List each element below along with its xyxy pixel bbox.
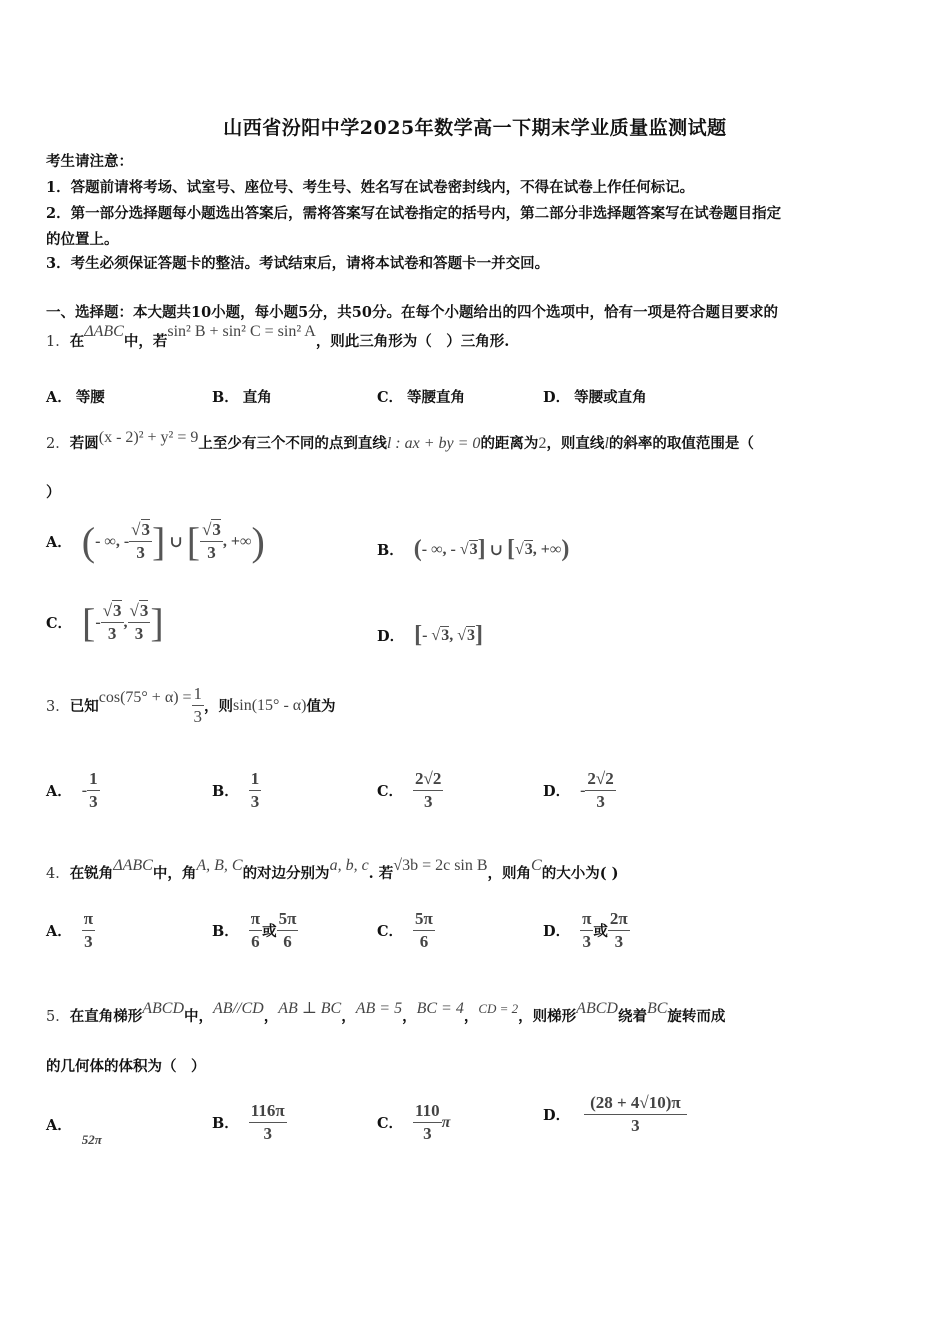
question-1: 1．在ΔABC中，若sin² B + sin² C = sin² A，则此三角形为（ ）三角形. [46, 323, 510, 350]
option-a[interactable]: A． $\frac{\pi}{3}$ [46, 909, 94, 951]
question-number: 2． [46, 436, 70, 452]
option-d[interactable]: D． 等腰或直角 [543, 389, 647, 406]
math-distance: 2 [538, 435, 547, 452]
option-a[interactable]: A．52π [46, 1117, 102, 1147]
question-5-cont: 的几何体的体积为（ ） [46, 1058, 206, 1075]
question-3: 3． 已知 cos(75° + α) = $\frac{1}{3}$ ，则 sin(15° - α) 值为 [46, 684, 336, 726]
option-a[interactable]: A． 等腰 [46, 389, 105, 406]
math-sin: sin(15° - α) [233, 696, 307, 714]
note-item: 的位置上。 [46, 231, 119, 248]
math-circle: (x - 2)² + y² = 9 [98, 429, 199, 446]
question-number: 3． [46, 699, 70, 715]
math-fraction: $\frac{1}{3}$ [193, 684, 203, 726]
section-heading: 一、选择题：本大题共10小题，每小题5分，共50分。在每个小题给出的四个选项中，恰有一项是符合题目要求的 [46, 304, 778, 321]
question-2: 2．若圆(x - 2)² + y² = 9上至少有三个不同的点到直线l : ax + by = 0的距离为2，则直线l的斜率的取值范围是（ [46, 429, 754, 452]
option-b[interactable]: B． $\frac{1}{3}$ [212, 769, 260, 811]
option-c[interactable]: C． $\frac{110}{3}$ π [377, 1101, 451, 1143]
math-l: l [604, 435, 609, 452]
note-item: 2．第一部分选择题每小题选出答案后，需将答案写在试卷指定的括号内，第二部分非选择题答案写在试卷题目指定 [46, 205, 782, 222]
question-number: 4． [46, 866, 70, 882]
option-c[interactable]: C． $\frac{5\pi}{6}$ [377, 909, 433, 951]
note-item: 1．答题前请将考场、试室号、座位号、考生号、姓名写在试卷密封线内，不得在试卷上作任何标记。 [46, 179, 695, 196]
option-b[interactable]: B． ( - ∞, - √3 ] ∪ [ √3, +∞ ) [377, 536, 570, 562]
question-2-close: ） [46, 484, 61, 501]
option-a[interactable]: A． ( - ∞, - $\frac{√3}{3}$ ] ∪ [ $\frac{√3}{3}$ , +∞ ) [46, 518, 265, 564]
math-equation: sin² B + sin² C = sin² A [167, 323, 316, 340]
math-line: l : ax + by = 0 [386, 435, 481, 452]
option-a[interactable]: A． - $\frac{1}{3}$ [46, 769, 98, 811]
page-title: 山西省汾阳中学2025年数学高一下期末学业质量监测试题 [223, 117, 727, 139]
option-d[interactable]: D． $\frac{\pi}{3}$ 或 $\frac{2\pi}{3}$ [543, 909, 628, 951]
math-triangle: ΔABC [84, 323, 124, 340]
option-b[interactable]: B． 直角 [212, 389, 272, 406]
option-d[interactable]: D． $\frac{(28 + 4√10)\pi}{3}$ [543, 1092, 687, 1137]
question-4: 4．在锐角ΔABC中，角A, B, C的对边分别为a, b, c. 若√3b = 2c sin B，则角C的大小为( ) [46, 857, 619, 882]
option-c[interactable]: C． [ - $\frac{√3}{3}$ , $\frac{√3}{3}$ ] [46, 599, 164, 645]
option-b[interactable]: B． $\frac{\pi}{6}$ 或 $\frac{5\pi}{6}$ [212, 909, 297, 951]
math-cos: cos(75° + α) = [98, 688, 192, 706]
option-c[interactable]: C． 等腰直角 [377, 389, 466, 406]
option-c[interactable]: C． $\frac{2√2}{3}$ [377, 769, 442, 811]
option-b[interactable]: B． $\frac{116\pi}{3}$ [212, 1101, 285, 1143]
note-item: 3．考生必须保证答题卡的整洁。考试结束后，请将本试卷和答题卡一并交回。 [46, 255, 550, 272]
option-d[interactable]: D． - $\frac{2√2}{3}$ [543, 769, 614, 811]
notes-header: 考生请注意： [46, 153, 133, 170]
question-number: 1． [46, 334, 70, 350]
option-d[interactable]: D． [ - √3, √3 ] [377, 622, 483, 648]
question-5: 5．在直角梯形ABCD中，AB//CD，AB ⊥ BC，AB = 5，BC = 4，CD = 2，则梯形ABCD绕着BC旋转而成 [46, 1000, 726, 1025]
question-number: 5． [46, 1009, 70, 1025]
